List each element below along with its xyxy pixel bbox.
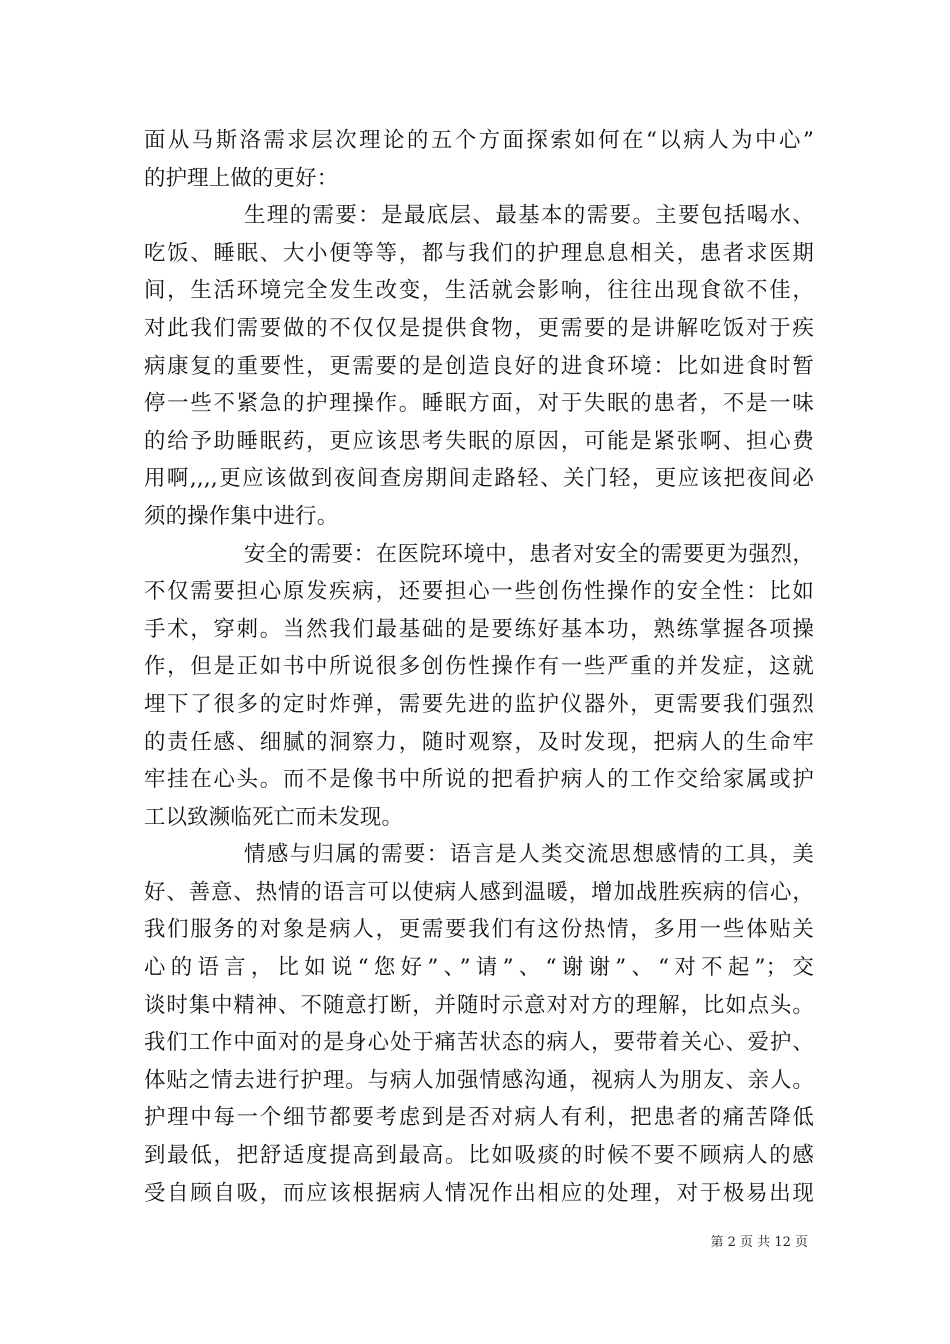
text-line: 护理中每一个细节都要考虑到是否对病人有利，把患者的痛苦降低 bbox=[144, 1105, 814, 1131]
text-line: 我们工作中面对的是身心处于痛苦状态的病人，要带着关心、爱护、 bbox=[144, 1030, 814, 1056]
text-line: 的护理上做的更好： bbox=[144, 165, 339, 191]
body-text bbox=[144, 122, 814, 1212]
text-line: 手术，穿刺。当然我们最基础的是要练好基本功，熟练掌握各项操 bbox=[144, 616, 814, 642]
text-line: 的责任感、细腻的洞察力，随时观察，及时发现，把病人的生命牢 bbox=[144, 729, 814, 755]
text-line: 谈时集中精神、不随意打断，并随时示意对对方的理解，比如点头。 bbox=[144, 992, 814, 1018]
paragraph-start-line: 安全的需要：在医院环境中，患者对安全的需要更为强烈， bbox=[244, 541, 814, 567]
paragraph-start-line: 情感与归属的需要：语言是人类交流思想感情的工具，美 bbox=[244, 842, 814, 868]
text-line: 对此我们需要做的不仅仅是提供食物，更需要的是讲解吃饭对于疾 bbox=[144, 315, 814, 341]
text-line: 病康复的重要性，更需要的是创造良好的进食环境：比如进食时暂 bbox=[144, 353, 814, 379]
paragraph-start-line: 生理的需要：是最底层、最基本的需要。主要包括喝水、 bbox=[244, 203, 814, 229]
text-line: 体贴之情去进行护理。与病人加强情感沟通，视病人为朋友、亲人。 bbox=[144, 1067, 814, 1093]
text-line: 心的语言，比如说“您好”、”请”、“谢谢”、“对不起”；交 bbox=[144, 955, 814, 981]
text-line: 我们服务的对象是病人，更需要我们有这份热情，多用一些体贴关 bbox=[144, 917, 814, 943]
text-line: 作，但是正如书中所说很多创伤性操作有一些严重的并发症，这就 bbox=[144, 654, 814, 680]
text-line: 埋下了很多的定时炸弹，需要先进的监护仪器外，更需要我们强烈 bbox=[144, 691, 814, 717]
text-line: 的给予助睡眠药，更应该思考失眠的原因，可能是紧张啊、担心费 bbox=[144, 428, 814, 454]
text-line: 牢挂在心头。而不是像书中所说的把看护病人的工作交给家属或护 bbox=[144, 767, 814, 793]
text-line: 好、善意、热情的语言可以使病人感到温暖，增加战胜疾病的信心， bbox=[144, 879, 814, 905]
page-number-footer: 第 2 页 共 12 页 bbox=[710, 1235, 808, 1250]
text-line: 吃饭、睡眠、大小便等等，都与我们的护理息息相关，患者求医期 bbox=[144, 240, 814, 266]
text-line: 面从马斯洛需求层次理论的五个方面探索如何在“以病人为中心” bbox=[144, 128, 814, 153]
text-line: 须的操作集中进行。 bbox=[144, 503, 339, 529]
text-line: 工以致濒临死亡而未发现。 bbox=[144, 804, 404, 830]
text-line: 停一些不紧急的护理操作。睡眠方面，对于失眠的患者，不是一味 bbox=[144, 391, 814, 417]
text-line: 受自顾自吸，而应该根据病人情况作出相应的处理，对于极易出现 bbox=[144, 1180, 814, 1206]
text-line: 用啊,,,,更应该做到夜间查房期间走路轻、关门轻，更应该把夜间必 bbox=[144, 466, 814, 492]
text-line: 间，生活环境完全发生改变，生活就会影响，往往出现食欲不佳， bbox=[144, 278, 814, 304]
text-line: 不仅需要担心原发疾病，还要担心一些创伤性操作的安全性：比如 bbox=[144, 579, 814, 605]
text-line: 到最低，把舒适度提高到最高。比如吸痰的时候不要不顾病人的感 bbox=[144, 1143, 814, 1169]
